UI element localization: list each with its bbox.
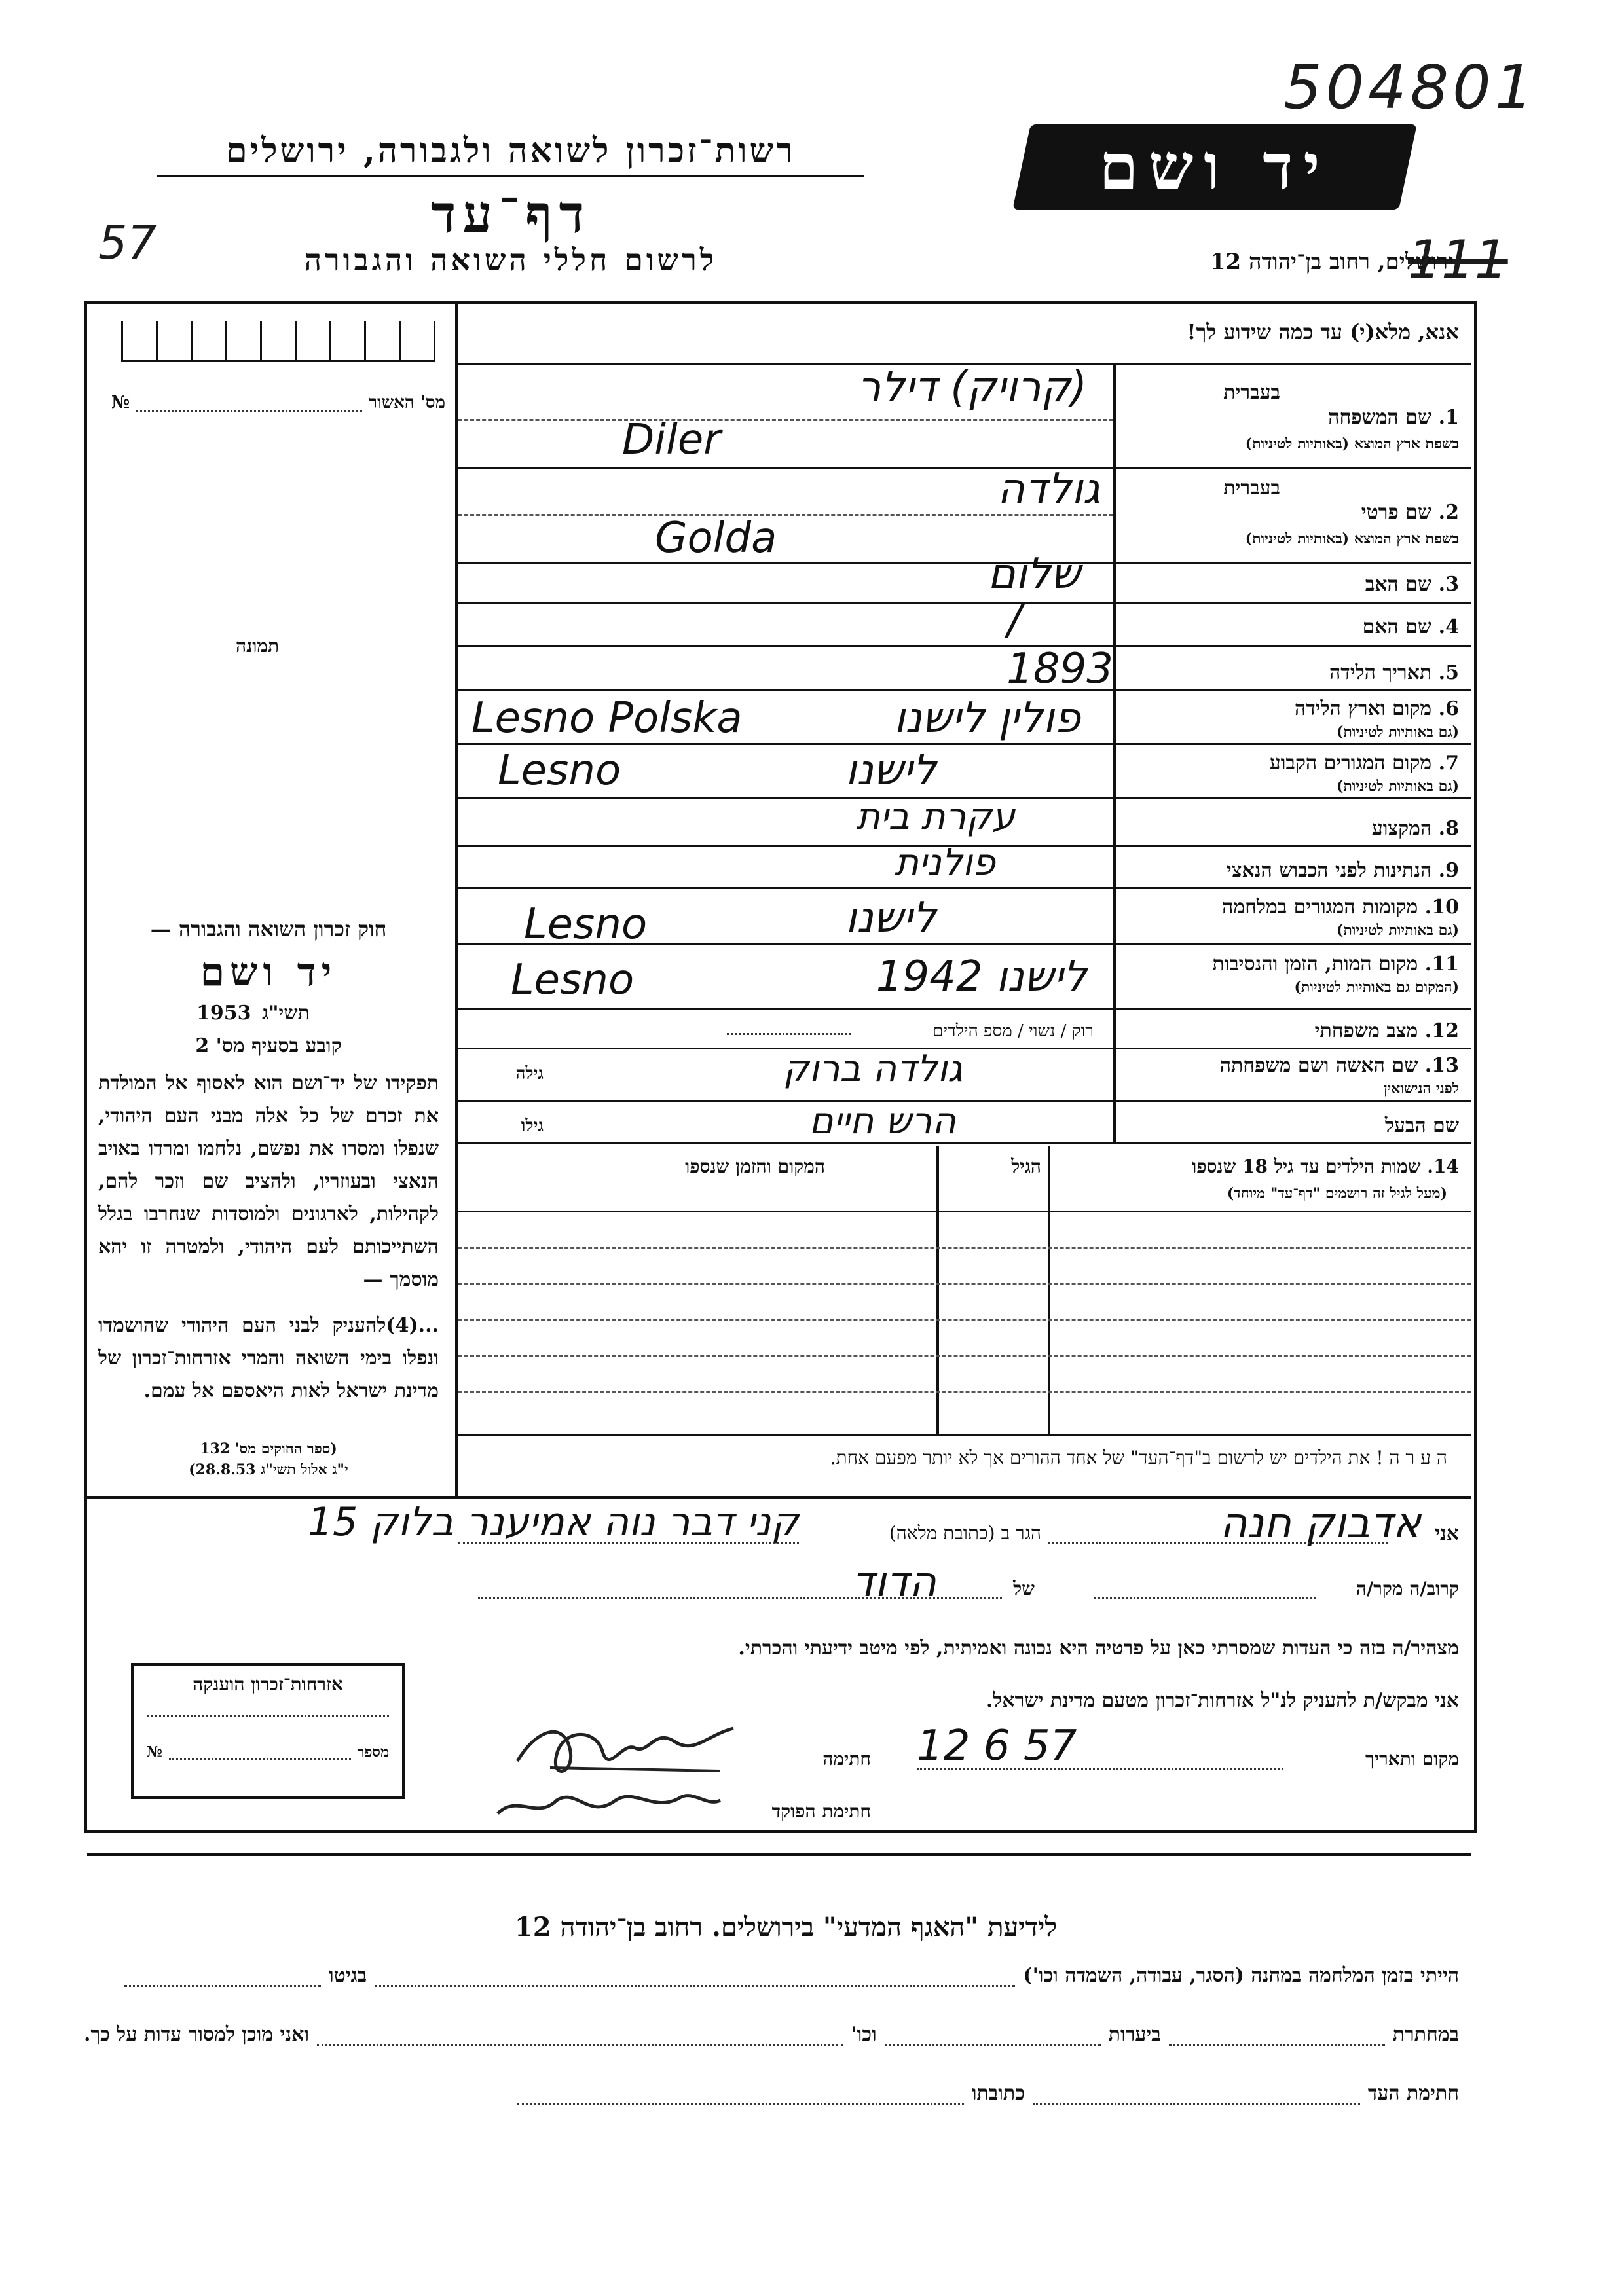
org-line: רשות־זכרון לשואה ולגבורה, ירושלים (157, 131, 864, 177)
bottom-line-3[interactable] (509, 2082, 1459, 2105)
official-signature (491, 1781, 727, 1833)
field-8-value[interactable]: עקרת בית (856, 795, 1015, 838)
field-11-sub: (המקום גם באותיות לטיניות) (1294, 979, 1459, 996)
field-5-label: 5. תאריך הלידה (1329, 661, 1459, 684)
bottom-etc-label: וכו' (851, 2023, 877, 2046)
field-2-value-latin[interactable]: Golda (655, 514, 777, 562)
law-text: תפקידו של יד־ושם הוא לאסוף אל המולדת את זכרם של כל אלה מבני העם היהודי, שנפלו ומסרו את נפשם, נלחמו ומרדו באויב הנאצי ובעוזריו, ולהציב שם וזכר להם, לקהילות, לארגונים ולמוסדות שנחרבו בגלל השתייכותם לעם היהודי, ולמטרה זו יהא מוסמך — (98, 1072, 439, 1291)
bottom-title: לידיעת "האגף המדעי" בירושלים. רחוב בן־יהודה 12 (514, 1912, 1058, 1942)
field-10-value-latin[interactable]: Lesno (524, 900, 648, 949)
children-row-4[interactable] (458, 1355, 1471, 1357)
witness-signature-label: חתימת העד (1367, 2082, 1459, 2105)
law-ref-1: (ספר החוקים מס' 132 (200, 1440, 337, 1457)
declaration-relative: קרוב/ה מקר/ה (1356, 1578, 1459, 1599)
declarant-signature (511, 1702, 747, 1787)
field-2-value-hebrew[interactable]: גולדה (997, 465, 1100, 513)
field-10-value[interactable]: לישנו (845, 894, 936, 942)
children-age-header: הגיל (1011, 1156, 1041, 1177)
law-ref-2: י"ג אלול תשי"ג 28.8.53) (189, 1461, 348, 1478)
grant-no: № (147, 1743, 162, 1760)
field-11-value[interactable]: לישנו 1942 (876, 953, 1087, 1001)
field-12-children-line[interactable] (727, 1033, 851, 1035)
field-7-value-latin[interactable]: Lesno (498, 746, 621, 795)
approval-field[interactable] (111, 386, 445, 412)
field-3-value[interactable]: שלום (987, 550, 1080, 598)
field-4-label: 4. שם האם (1362, 615, 1459, 638)
field-8-label: 8. המקצוע (1371, 817, 1459, 840)
field-1-tag: בעברית (1223, 381, 1280, 404)
field-6-value[interactable]: פולין לישנו (894, 694, 1080, 742)
field-5-value[interactable]: 1893 (1006, 645, 1113, 693)
field-1-label: 1. שם המשפחה (1328, 406, 1459, 429)
bottom-line-1[interactable] (117, 1964, 1459, 1987)
children-sub: (מעל לגיל זה רושמים "דף־עד" מיוחד) (1227, 1185, 1447, 1202)
law-year-hebrew: תשי"ג (262, 1002, 310, 1025)
husband-age-label: גילו (521, 1116, 544, 1136)
header-address: ירושלים, רחוב בן־יהודה 12 (1209, 249, 1454, 275)
field-10-sub: (גם באותיות לטיניות) (1336, 922, 1459, 939)
field-2-tag: בעברית (1223, 477, 1280, 500)
declaration-i: אני (1435, 1522, 1459, 1545)
declaration-resides: הגר ב (כתובת מלאה) (889, 1522, 1041, 1544)
bottom-hiding-label: במחתרת (1392, 2023, 1459, 2046)
field-7-sub: (גם באותיות לטיניות) (1336, 778, 1459, 795)
law-year: 1953 (196, 1002, 251, 1025)
field-1-value-latin[interactable]: Diler (622, 416, 721, 464)
field-12-label: 12. מצב משפחתי (1314, 1019, 1459, 1042)
witness-address-label: כתובתו (971, 2082, 1025, 2105)
field-13-value[interactable]: גולדה ברוק (783, 1048, 963, 1090)
field-10-label: 10. מקומות המגורים במלחמה (1222, 896, 1459, 919)
field-6-label: 6. מקום וארץ הלידה (1294, 697, 1459, 720)
form-title: דף־עד (430, 183, 591, 245)
logo-text: יד ושם (1099, 130, 1331, 204)
photo-label: תמונה (236, 635, 280, 657)
field-13-age-label: גילה (515, 1064, 544, 1084)
declaration-request: אני מבקש/ת להעניק לנ"ל אזרחות־זכרון מטעם מדינת ישראל. (986, 1689, 1459, 1712)
field-7-label: 7. מקום המגורים הקבוע (1269, 752, 1459, 774)
place-date-label: מקום ותאריך (1365, 1748, 1459, 1770)
declaration-of: של (1013, 1578, 1035, 1599)
children-row-1[interactable] (458, 1247, 1471, 1249)
corner-number: 57 (98, 216, 157, 270)
children-label: 14. שמות הילדים עד גיל 18 שנספו (1192, 1156, 1459, 1177)
archive-number: 504801 (1283, 52, 1538, 122)
declaration-date[interactable]: 12 6 57 (917, 1722, 1077, 1770)
field-2-sub: בשפת ארץ המוצא (באותיות לטיניות) (1245, 530, 1459, 547)
bottom-camp-label: הייתי בזמן המלחמה במחנה (הסגר, עבודה, השמדה וכו') (1023, 1964, 1459, 1987)
form-subtitle: לרשום חללי השואה והגבורה (304, 242, 718, 278)
field-1-value-hebrew[interactable]: (קרויק) דילר (857, 363, 1087, 412)
crossed-number: 111 (1408, 229, 1508, 290)
official-label: חתימת הפוקד (771, 1800, 871, 1822)
field-7-value[interactable]: לישנו (845, 746, 936, 795)
law-section: קובע בסעיף מס' 2 (195, 1034, 342, 1057)
field-6-sub: (גם באותיות לטיניות) (1336, 723, 1459, 740)
law-name: יד ושם (200, 949, 337, 995)
field-12-value[interactable]: רוק / נשוי / מספ הילדים (932, 1021, 1094, 1041)
bottom-ready-label: ואני מוכן למסור עדות על כך. (84, 2023, 310, 2046)
field-11-value-latin[interactable]: Lesno (511, 956, 635, 1004)
bottom-line-2[interactable] (84, 2023, 1459, 2046)
law-heading: חוק זכרון השואה והגבורה — (150, 917, 387, 941)
children-row-2[interactable] (458, 1283, 1471, 1285)
children-row-3[interactable] (458, 1319, 1471, 1321)
bottom-ghetto-label: בגיטו (329, 1964, 367, 1987)
field-13-label: 13. שם האשה ושם משפחתה (1219, 1054, 1459, 1077)
left-column-divider (455, 304, 458, 1496)
husband-value[interactable]: הרש חיים (809, 1100, 956, 1142)
field-3-label: 3. שם האב (1365, 573, 1459, 596)
approval-no: № (111, 393, 130, 412)
yad-vashem-logo (1012, 124, 1417, 210)
children-note: ה ע ר ה ! את הילדים יש לרשום ב"דף־העד" של אחד ההורים אך לא יותר מפעם אחת. (830, 1447, 1447, 1468)
field-9-value[interactable]: פולנית (895, 841, 995, 884)
label-column-divider (1113, 363, 1116, 1142)
approval-label: מס' האשור (369, 393, 445, 412)
field-2-label: 2. שם פרטי (1361, 501, 1459, 524)
field-9-label: 9. הנתינות לפני הכבוש הנאצי (1226, 859, 1459, 882)
grant-number-label: מספר (357, 1743, 389, 1760)
field-13-sub: לפני הנישואין (1383, 1080, 1459, 1097)
field-11-label: 11. מקום המות, הזמן והנסיבות (1212, 953, 1459, 975)
grant-box (131, 1663, 405, 1799)
field-6-value-latin[interactable]: Lesno Polska (471, 694, 743, 742)
children-place-header: המקום והזמן שנספו (685, 1156, 825, 1177)
husband-label: שם הבעל (1384, 1114, 1459, 1137)
approval-boxes (121, 321, 435, 362)
form-intro: אנא, מלא(י) עד כמה שידוע לך! (1187, 319, 1459, 344)
children-row-5[interactable] (458, 1391, 1471, 1393)
field-1-sub: בשפת ארץ המוצא (באותיות לטיניות) (1245, 435, 1459, 452)
law-text-2: ...(4)להעניק לבני העם היהודי שהושמדו ונפלו בימי השואה והמרי אזרחות־זכרון של מדינת ישראל לאות היאספם אל עמם. (98, 1314, 439, 1402)
declaration-statement: מצהיר/ה בזה כי העדות שמסרתי כאן על פרטיה היא נכונה ואמיתית, לפי מיטב ידיעתי והכרתי. (738, 1637, 1459, 1660)
grant-title: אזרחות־זכרון הוענקה (193, 1673, 343, 1695)
grant-number-field[interactable] (147, 1743, 389, 1760)
bottom-forests-label: ביערות (1108, 2023, 1161, 2046)
field-4-value[interactable]: / (1007, 596, 1022, 644)
signature-label: חתימה (822, 1748, 871, 1770)
declaration-relation[interactable]: הדוד (851, 1558, 936, 1607)
declarant-address[interactable]: קני דבר נוה אמיענר בלוק 15 (307, 1499, 799, 1545)
declarant-name[interactable]: אדבוק חנה (1219, 1499, 1421, 1548)
